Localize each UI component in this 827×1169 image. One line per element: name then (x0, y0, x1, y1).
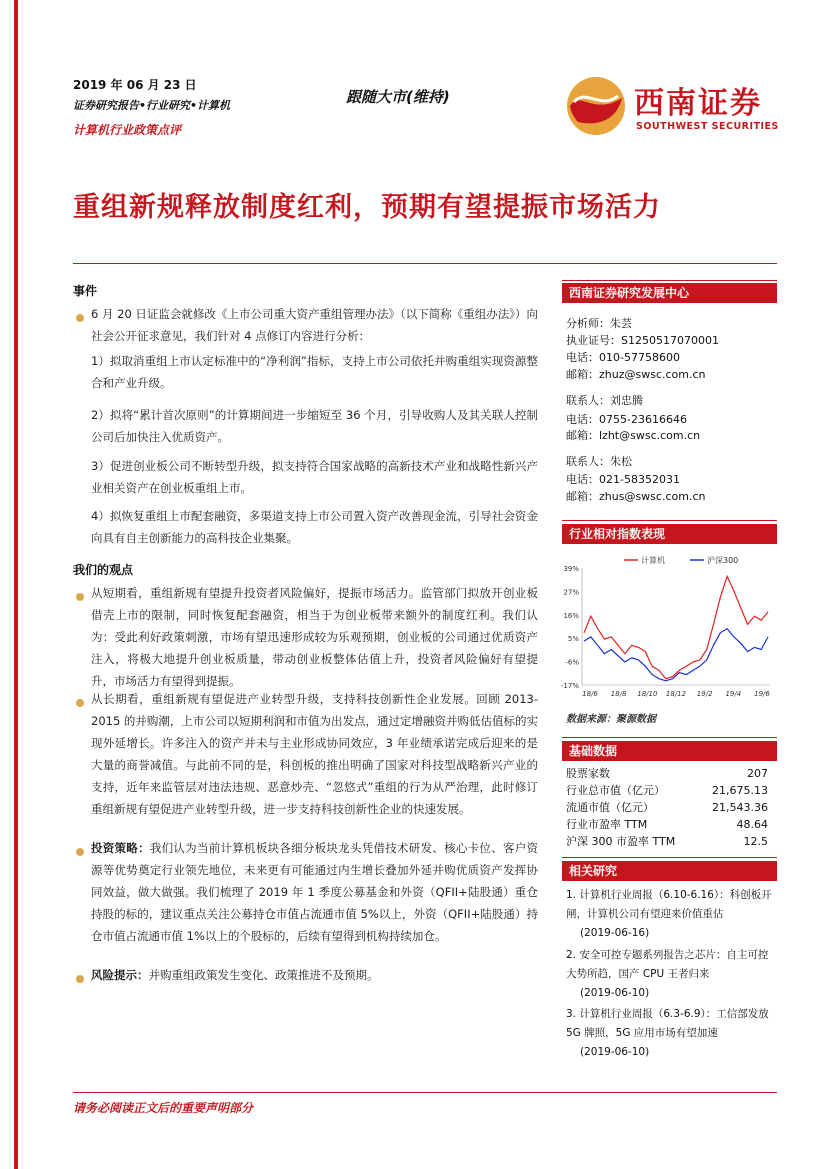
title-divider (73, 263, 777, 264)
basic-label: 行业总市值（亿元） (566, 784, 665, 797)
left-accent-bar (14, 0, 18, 1169)
risk-label: 风险提示： (91, 968, 149, 982)
y-tick-label: -6% (565, 658, 579, 667)
bullet-icon (76, 699, 84, 707)
series-line-计算机 (584, 576, 768, 678)
analyst-email[interactable]: 邮箱：zhuz@swsc.com.cn (566, 368, 706, 381)
event-point-3: 3）促进创业板公司不断转型升级，拟支持符合国家战略的高新技术产业和战略性新兴产业相关资产在创业板重组上市。 (91, 459, 538, 495)
bullet-icon (76, 848, 84, 856)
contact-2-email[interactable]: 邮箱：lzht@swsc.com.cn (566, 429, 701, 442)
bullet-icon (76, 314, 84, 322)
report-subcategory: 计算机行业政策点评 (73, 123, 182, 137)
legend-label: 计算机 (641, 556, 665, 565)
basic-label: 流通市值（亿元） (566, 801, 654, 814)
y-tick-label: 16% (563, 611, 579, 620)
x-tick-label: 18/6 (582, 690, 598, 698)
chart-top-rule (562, 520, 777, 521)
x-tick-label: 18/8 (610, 690, 627, 698)
related-item[interactable]: 1. 计算机行业周报（6.10-6.16）：科创板开闸，计算机公司有望迎来价值重估 (2019-06-16) (566, 889, 772, 939)
y-tick-label: 39% (563, 565, 579, 573)
analyst-name: 分析师：朱芸 (566, 317, 632, 330)
event-intro: 6 月 20 日证监会就修改《上市公司重大资产重组管理办法》（以下简称《重组办法》）向社会公开征求意见，我们针对 4 点修订内容进行分析： (91, 307, 538, 343)
footer-disclaimer: 请务必阅读正文后的重要声明部分 (73, 1101, 254, 1115)
basic-value: 48.64 (736, 818, 768, 831)
chart-source: 数据来源：聚源数据 (566, 714, 656, 725)
basic-row (566, 765, 768, 782)
investment-strategy (91, 837, 538, 947)
research-center-title: 西南证券研究发展中心 (562, 283, 777, 303)
event-point-4: 4）拟恢复重组上市配套融资，多渠道支持上市公司置入资产改善现金流，引导社会资金向具有自主创新能力的高科技企业集聚。 (91, 509, 538, 545)
view-long-term: 从长期看，重组新规有望促进产业转型升级，支持科技创新性企业发展。回顾 2013-2015 的并购潮，上市公司以短期利润和市值为出发点，通过定增融资并购低估值标的实现外延增长。许多注入的资产并未与主业形成协同效应，3 年业绩承诺完成后迎来的是大量的商誉减值。与此前不同的是，科创板的推出明确了国家对科技型战略新兴产业的支持，近年来监管层对违法违规、恶意炒壳、“忽悠式”重组的行为从严治理，此时修订重组新规有望促进产业转型升级，进一步支持科技创新性企业的快速发展。 (91, 692, 538, 816)
risk-warning (91, 964, 538, 986)
page-title: 重组新规释放制度红利，预期有望提振市场活力 (73, 192, 661, 223)
risk-text: 并购重组政策发生变化、政策推进不及预期。 (148, 968, 379, 982)
event-point-1: 1）拟取消重组上市认定标准中的“净利润”指标，支持上市公司依托并购重组实现资源整合和产业升级。 (91, 354, 538, 390)
logo-icon (566, 76, 626, 136)
rating: 跟随大市(维持) (346, 88, 450, 106)
related-top-rule (562, 857, 777, 858)
analyst-phone: 电话：010-57758600 (566, 351, 680, 364)
contact-3-email[interactable]: 邮箱：zhus@swsc.com.cn (566, 490, 706, 503)
x-tick-label: 19/6 (754, 690, 770, 698)
bullet-icon (76, 593, 84, 601)
y-tick-label: 5% (567, 635, 579, 644)
basic-label: 沪深 300 市盈率 TTM (566, 835, 676, 848)
x-tick-label: 19/4 (725, 690, 742, 698)
basic-label: 行业市盈率 TTM (566, 818, 648, 831)
related-title: 相关研究 (562, 861, 777, 881)
basic-value: 207 (747, 767, 768, 780)
report-date: 2019 年 06 月 23 日 (73, 78, 197, 92)
basic-row (566, 782, 768, 799)
basic-row (566, 799, 768, 816)
basic-row (566, 833, 768, 850)
report-category: 证券研究报告•行业研究•计算机 (73, 99, 231, 112)
basic-value: 21,543.36 (712, 801, 768, 814)
x-tick-label: 18/12 (665, 690, 687, 698)
basic-value: 21,675.13 (712, 784, 768, 797)
y-tick-label: -17% (560, 682, 579, 690)
sidebar-top-rule (562, 280, 777, 281)
event-heading: 事件 (73, 284, 98, 298)
contact-2-name: 联系人：刘忠腾 (566, 394, 643, 407)
footer-rule (73, 1092, 777, 1093)
related-item[interactable]: 3. 计算机行业周报（6.3-6.9）：工信部发放 5G 牌照，5G 应用市场有望加速 (2019-06-10) (566, 1008, 769, 1058)
relative-index-chart (558, 550, 776, 706)
related-item[interactable]: 2. 安全可控专题系列报告之芯片：自主可控大势所趋，国产 CPU 王者归来 (2019-06-10) (566, 949, 769, 999)
views-heading: 我们的观点 (73, 563, 134, 577)
x-tick-label: 18/10 (637, 690, 658, 698)
basic-row (566, 816, 768, 833)
basic-label: 股票家数 (566, 767, 610, 780)
x-tick-label: 19/2 (696, 690, 713, 698)
bullet-icon (76, 975, 84, 983)
basic-value: 12.5 (743, 835, 768, 848)
y-tick-label: 27% (563, 588, 579, 597)
strategy-label: 投资策略： (91, 841, 150, 855)
legend-label: 沪深300 (707, 556, 739, 565)
contact-3-phone: 电话：021-58352031 (566, 473, 680, 486)
logo-text-en: SOUTHWEST SECURITIES (636, 121, 779, 132)
basic-data-title: 基础数据 (562, 741, 777, 761)
contact-3-name: 联系人：朱松 (566, 455, 632, 468)
strategy-text: 我们认为当前计算机板块各细分板块龙头凭借技术研发、核心卡位、客户资源等优势奠定行业领先地位，未来更有可能通过内生增长叠加外延并购优质资产发挥协同效益，做大做强。我们梳理了 2019 年 1 季度公募基金和外资（QFII+陆股通）重仓持股的标的，建议重点关注公募持仓市值占流通市值 5%以上，外资（QFII+陆股通）持仓市值占流通市值 1%以上的个股标的，后续有望得到机构持续加仓。 (91, 841, 539, 943)
logo-text-cn: 西南证券 (634, 86, 762, 121)
event-point-2: 2）拟将“累计首次原则”的计算期间进一步缩短至 36 个月，引导收购人及其关联人控制公司后加快注入优质资产。 (91, 408, 538, 444)
basic-top-rule (562, 737, 777, 738)
analyst-license: 执业证号：S1250517070001 (566, 334, 719, 347)
chart-title: 行业相对指数表现 (562, 524, 777, 544)
view-short-term: 从短期看，重组新规有望提升投资者风险偏好，提振市场活力。监管部门拟放开创业板借壳上市的限制，同时恢复配套融资，相当于为创业板带来额外的制度红利。我们认为：受此利好政策刺激，市场有望迅速形成较为乐观预期，创业板的公司通过优质资产注入，将极大地提升创业板质量，带动创业板整体估值上升，投资者风险偏好有望提升，市场活力有望得到提振。 (91, 586, 538, 688)
contact-2-phone: 电话：0755-23616646 (566, 413, 687, 426)
